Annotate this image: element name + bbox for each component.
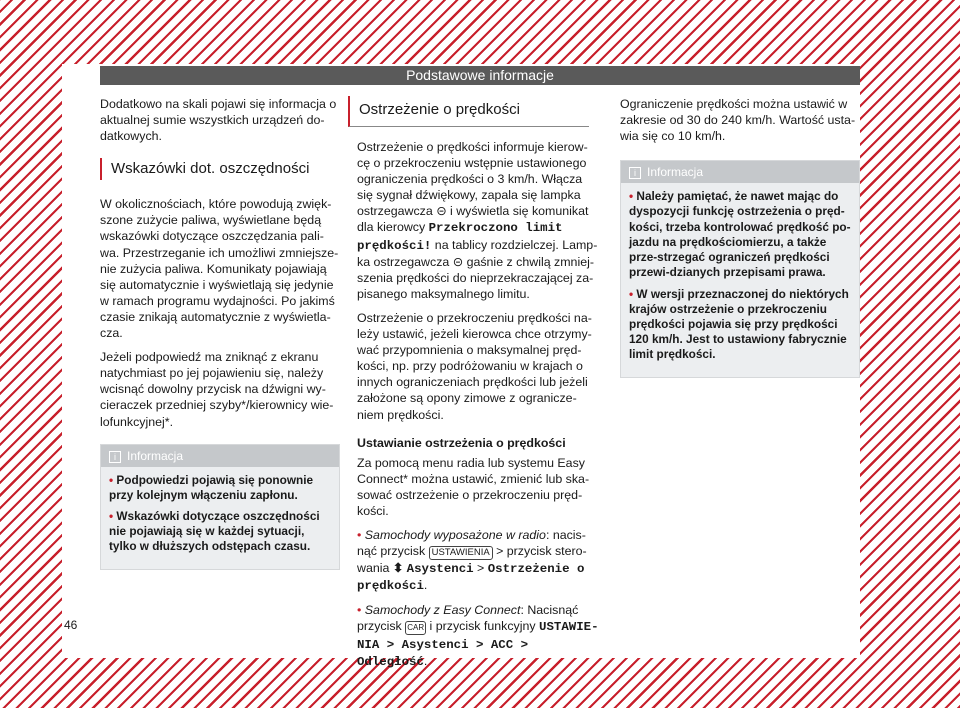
warning-lamp-icon: ⊝	[452, 254, 464, 269]
info-box-header	[621, 161, 859, 183]
info-item: • W wersji przeznaczonej do niektórych krajów ostrzeżenie o przekroczeniu prędkości pojawia się przy prędkości 120 km/h. Jest to ustawiony fabrycznie limit prędkości.	[629, 286, 849, 362]
column-middle	[357, 96, 600, 678]
page-header: Podstawowe informacje	[100, 66, 860, 85]
intro-paragraph: Dodatkowo na skali pojawi się informacja o aktualnej sumie wszystkich urządzeń do-datkowych.	[100, 97, 337, 144]
settings-key: USTAWIENIA	[429, 546, 493, 560]
info-box-header	[101, 445, 339, 467]
info-item: • Należy pamiętać, że nawet mając do dyspozycji funkcję ostrzeżenia o pręd-kości, trzeba kontrolować prędkość po-jazdu na prędkościomierzu, a także prze-strzegać ograniczeń prędkości przewi-dzianych przepisami prawa.	[629, 189, 851, 280]
speed-range-paragraph: Ograniczenie prędkości można ustawić w zakresie od 30 do 240 km/h. Wartość usta-wia się co 10 km/h.	[620, 97, 856, 144]
info-box-body	[101, 467, 339, 569]
dismiss-paragraph: Jeżeli podpowiedź ma zniknąć z ekranu natychmiast po jej pojawieniu się, należy wcisnąć dowolny przycisk na dźwigni wy-cieraczek przedniej szyby*/kierownicy wie-lofunkcyjnej*.	[100, 350, 334, 429]
page-number: 46	[64, 618, 78, 632]
info-box-body	[621, 183, 859, 376]
settings-paragraph: Za pomocą menu radia lub systemu Easy Connect* można ustawić, zmienić lub ska-sować ostrzeżenie o przekroczeniu pręd-kości.	[357, 455, 590, 518]
info-box-speed	[620, 160, 860, 377]
speed-warning-usage-paragraph: Ostrzeżenie o przekroczeniu prędkości na-leży ustawić, jeżeli kierowca chce otrzymy-wać przypomnienia o maksymalnej pręd-kości, np. przy podróżowaniu w krajach o innych ograniczeniach prędkości lub jeżeli założone są opony zimowe z ogranicze-niem prędkości.	[357, 310, 592, 422]
info-icon: i	[629, 167, 641, 179]
info-item: • Podpowiedzi pojawią się ponownie przy kolejnym włączeniu zapłonu.	[109, 472, 314, 502]
control-arrows-icon: ⬍	[392, 561, 404, 576]
car-key-icon: CAR	[405, 621, 426, 635]
info-icon: i	[109, 451, 121, 463]
section-heading-speed-warning: Ostrzeżenie o prędkości	[348, 96, 589, 127]
column-right	[620, 96, 860, 378]
warning-lamp-icon: ⊝	[436, 204, 447, 219]
savings-paragraph: W okolicznościach, które powodują zwięk-szone zużycie paliwa, wyświetlane będą wskazówki dotyczące oszczędzania pali-wa. Przestrzeganie ich umożliwi zmniejsze-nie zużycia paliwa. Komunikaty pojawiają się automatycznie i wyświetlają się jedynie w ramach programu wydajności. Po jakimś czasie znikają automatycznie z wyświetla-cza.	[100, 197, 339, 341]
info-title: Informacja	[647, 165, 704, 180]
driver-message: Przekroczono limit prędkości!	[357, 221, 563, 253]
bullet-easy-connect: • Samochody z Easy Connect: Nacisnąć przycisk CAR i przycisk funkcyjny USTAWIE-NIA > Asystenci > ACC > Odległość.	[357, 603, 599, 669]
bullet-radio: • Samochody wyposażone w radio: nacis-nąć przycisk USTAWIENIA > przycisk stero-wania ⬍ Asystenci > Ostrzeżenie o prędkości.	[357, 528, 587, 594]
section-heading-savings: Wskazówki dot. oszczędności	[100, 158, 340, 180]
speed-warning-paragraph: Ostrzeżenie o prędkości informuje kierow-cę o przekroczeniu wstępnie ustawionego ograniczenia prędkości o 3 km/h. Włącza się sygnał dźwiękowy, zapala się lampka ostrzegawcza ⊝ i wyświetla się komunikat dla kierowcy Przekroczono limit prędkości! na tablicy rozdzielczej. Lamp-ka ostrzegawcza ⊝ gaśnie z chwilą zmniej-szenia prędkości do nieprzekraczającej za-pisanego maksymalnego limitu.	[357, 140, 598, 301]
info-item: • Wskazówki dotyczące oszczędności nie pojawiają się w każdej sytuacji, tylko w dłuższych odstępach czasu.	[109, 509, 320, 554]
info-box-savings	[100, 444, 340, 570]
info-title: Informacja	[127, 448, 184, 463]
subheading-settings: Ustawianie ostrzeżenia o prędkości	[357, 435, 566, 450]
column-left	[100, 96, 340, 570]
